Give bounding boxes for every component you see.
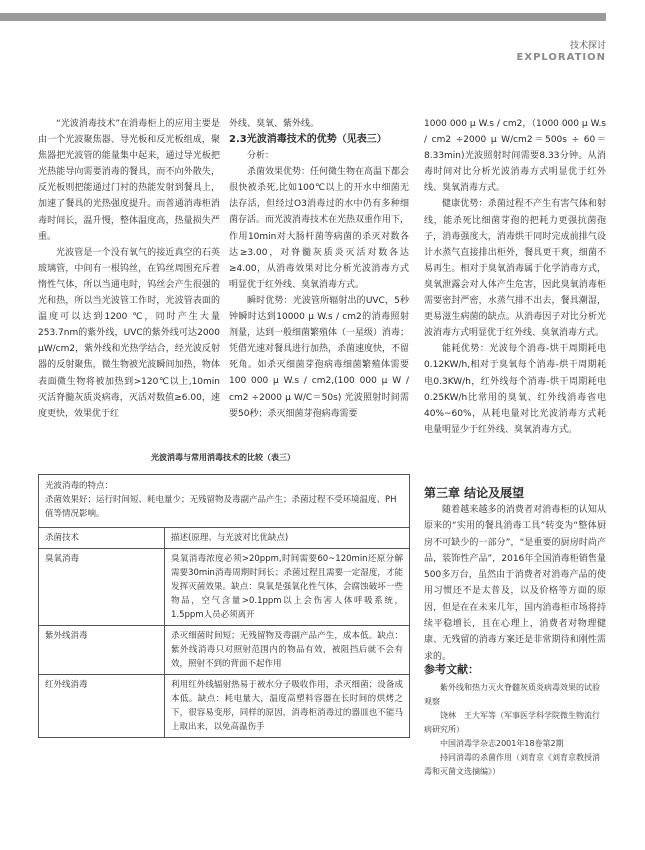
reference-item: 饶林 王大军等（军事医学科学院微生物流行病研究所） — [424, 711, 600, 734]
reference-item: 持同消毒的杀菌作用（刘育京《刘育京教授消毒和灭菌文选摘编》） — [424, 753, 600, 776]
references-heading: 参考文献： — [424, 663, 479, 676]
paragraph: 能耗优势：光波每个消毒-烘干周期耗电0.12KW/h,相对于臭氧每个消毒-烘干周期耗电0.3KW/h，红外线每个消毒-烘干周期耗电0.25KW/h比常用的臭氧、红外线消毒省电40%~60%，从耗电量对比光波消毒方式耗电量明显少于红外线、臭氧消毒方式。 — [424, 344, 606, 435]
table-header-row — [39, 528, 409, 549]
article-column-2 — [229, 116, 409, 422]
paragraph: 分析： — [247, 151, 275, 162]
table-cell-desc: 利用红外线辐射热易于被水分子吸收作用，杀灭细菌；设备成本低。缺点：耗电量大，温度高塑料容器在长时间的烘烤之下，很容易变形，同样的原因，消毒柜消毒过的器皿也不能马上取出来，以免高温伤手 — [171, 680, 403, 732]
reference-item: 中国消毒学杂志2001年18卷第2期 — [440, 739, 564, 748]
table-row — [39, 626, 409, 675]
reference-item: 紫外线和热力灭火脊髓灰质炎病毒效果的试验观察 — [424, 683, 600, 706]
table-cell-desc: 杀灭细菌时间短；无残留物及毒副产品产生，成本低。缺点：紫外线消毒只对照射范围内的物品有效，被阻挡后就不会有效，照射不到的背面不起作用 — [171, 631, 403, 669]
paragraph: 杀菌效果优势：任何微生物在高温下都会很快被杀死,比如100℃以上的开水中细菌无法存活，但经过O3消毒过的水中仍有多种细菌存活。而光波消毒技术在光热双重作用下，作用10min对大肠杆菌等病菌的杀灭对数各达≥3.00，对脊髓灰质炎灭活对数各达≥4.00，从消毒效果对比分析光波消毒方式明显优于红外线、臭氧消毒方式。 — [229, 167, 410, 290]
paragraph: “光波消毒技术”在消毒柜上的应用主要是由一个光波聚焦器、导光板和反光板组成，聚焦器把光波管的能量集中起来，通过导光板把光热能导向需要消毒的餐具，而不向外散失，反光板则把能通过门衬的热能发射到餐具上，加速了餐具的光热强度提升。而普通消毒柜消毒时间长，温升慢，整体温度高，热量损失严重。 — [38, 119, 220, 242]
table-header-cell: 杀菌技术 — [39, 528, 165, 548]
table-row — [39, 675, 409, 737]
table-caption: 光波消毒与常用消毒技术的比较（表三） — [151, 453, 295, 462]
section-title: EXPLORATION — [516, 52, 606, 63]
table-cell-name: 紫外线消毒 — [39, 626, 165, 674]
table-intro-text: 杀菌效果好；运行时间短、耗电量少；无残留物及毒副产品产生；杀菌过程不受环境温度、PH值等情况影响。 — [45, 495, 397, 519]
top-color-bar — [0, 13, 606, 21]
table-cell-desc: 臭氧消毒浓度必须>20ppm,时间需要60~120min还原分解需要30min消毒周期时间长；杀菌过程且需要一定湿度，才能发挥灭菌效果。缺点：臭氧是强氧化性气体，会腐蚀破坏一些物品，空气含量>0.1ppm以上会伤害人体呼吸系统，1.5ppm人员必须离开 — [171, 554, 403, 620]
paragraph: 瞬时优势：光波管所辐射出的UVC，5秒钟瞬时达到10000 μ W.s / cm2的消毒照射剂量，达到一般细菌繁殖体（一星级）消毒；凭借光速对餐具进行加热，杀菌速度快，不留死角。如杀灭细菌芽孢病毒细菌繁殖体需要100 000 μ W.s / cm2,(100 000 μ W / cm2 ÷2000 μ W/C＝50s) 光波照射时间需要50秒；杀灭细菌芽孢病毒需要 — [229, 295, 410, 419]
article-column-3 — [424, 116, 606, 438]
paragraph: 健康优势：杀菌过程不产生有害气体和射线，能杀死比细菌芽孢的把耗力更强抗菌孢子，消毒强度大，消毒烘干同时完成前排气设计水蒸气直接排出柜外，餐具更干爽，细菌不易再生。相对于臭氧消毒属于化学消毒方式，臭氧泄露会对人体产生危害，因此臭氧消毒柜需要密封严密，水蒸气排不出去，餐具潮湿，更易滋生病菌的缺点。从消毒因子对比分析光波消毒方式明显优于红外线、臭氧消毒方式。 — [424, 199, 606, 339]
table-intro — [39, 475, 409, 528]
references-list — [424, 681, 606, 779]
comparison-table — [38, 474, 410, 738]
section-tag: 技术探讨 — [569, 41, 606, 51]
article-column-1 — [38, 116, 220, 422]
table-intro-title: 光波消毒的特点： — [45, 481, 114, 491]
section-heading: 2.3光波消毒技术的优势（见表三） — [229, 134, 387, 146]
paragraph: 随着越来越多的消费者对消毒柜的认知从原来的“实用的餐具消毒工具”转变为“整体厨房不可缺少的一部分”，“是重要的厨房时尚产品，装饰性产品”，2016年全国消毒柜销售量500多万台，虽然由于消费者对消毒产品的使用习惯还不是太普及，以及价格等方面的原因，但是在在未来几年，国内消毒柜市场将持续平稳增长，且在心理上，消费者对物理健康、无残留的消毒方案还是非常期待和刚性需求的。 — [424, 505, 606, 662]
table-header-cell: 描述(原理、与光波对比优缺点) — [171, 533, 289, 543]
paragraph: 光波管是一个没有氧气的接近真空的石英玻璃管，中间有一根钨丝，在钨丝周围充斥着惰性气体，所以当通电时，钨丝会产生很强的光和热，所以当光波管工作时，光波管表面的温度可以达到1200 ℃，同时产生大量253.7nm的紫外线，UVC的紫外线可达2000 μW/cm2，紫外线和光热学结合，经光波反射器的反射聚焦，微生物被光波瞬间加热，物体表面微生物将被加热到>120℃以上,10min灭活脊髓灰质炎病毒，灭活对数值≥6.00，速度更快，效果优于红 — [38, 247, 220, 419]
paragraph: 1000 000 μ W.s / cm2，（1000 000 μ W.s / cm2 ÷2000 μ W/cm2＝500s ÷ 60＝8.33min)光波照射时间需要8.33分钟。从消毒时间对比分析光波消毒方式明显优于红外线、臭氧消毒方式。 — [424, 119, 606, 194]
chapter-heading: 第三章 结论及展望 — [424, 486, 525, 500]
table-cell-name: 红外线消毒 — [39, 675, 165, 737]
table-cell-name: 臭氧消毒 — [39, 549, 165, 625]
paragraph: 外线、臭氧、紫外线。 — [229, 119, 320, 129]
chapter-body — [424, 502, 606, 665]
table-row — [39, 549, 409, 626]
